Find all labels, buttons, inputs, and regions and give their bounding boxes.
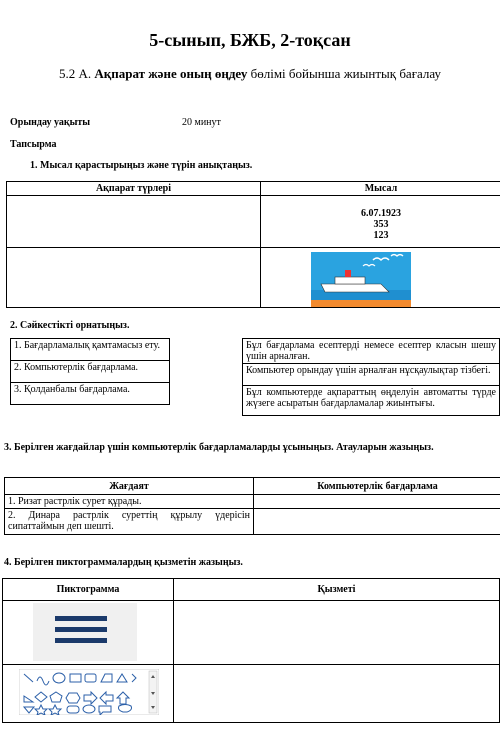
task1-heading: 1. Мысал қарастырыңыз және түрін анықтаңыз. [30, 160, 253, 171]
time-label: Орындау уақыты [10, 117, 91, 128]
term-3: 3. Қолданбалы бағдарлама. [11, 383, 170, 405]
program-answer-1[interactable] [254, 495, 500, 509]
subtitle-bold: Ақпарат және оның өңдеу [94, 66, 248, 81]
icon-cell-1 [3, 601, 174, 665]
definition-3: Бұл компьютерде ақпараттың өңделуін автоматты түрде жүзеге асыратын бағдарламалар жиынтығы. [243, 386, 500, 416]
task2-left-table [10, 338, 170, 405]
icon-cell-2 [3, 665, 174, 723]
task1-answer-cell-2[interactable] [7, 248, 261, 308]
time-value: 20 минут [182, 117, 221, 128]
task3-col-program: Компьютерлік бағдарлама [254, 478, 500, 495]
task4-col-function: Қызметі [174, 579, 500, 601]
task4-col-icon: Пиктограмма [3, 579, 174, 601]
subtitle-rest: бөлімі бойынша жиынтық бағалау [250, 66, 442, 81]
task1-table [6, 181, 500, 308]
task4-heading: 4. Берілген пиктограммалардың қызметін жазыңыз. [4, 557, 243, 568]
task2-right-table [242, 338, 500, 416]
task4-table [2, 578, 500, 723]
situation-1: 1. Ризат растрлік сурет құрады. [5, 495, 254, 509]
subtitle-prefix: 5.2 А. [58, 66, 92, 81]
definition-2: Компьютер орындау үшін арналған нұсқаулықтар тізбегі. [243, 364, 500, 386]
example-number-2: 123 [373, 230, 389, 241]
icon-function-answer-2[interactable] [174, 665, 500, 723]
example-number-1: 353 [373, 219, 389, 230]
task1-col-example: Мысал [261, 182, 500, 196]
ship-picture [311, 252, 411, 307]
task2-heading: 2. Сәйкестікті орнатыңыз. [10, 320, 130, 331]
definition-1: Бұл бағдарлама есептерді немесе есептер класын шешу үшін арналған. [243, 339, 500, 364]
shapes-palette-icon [19, 669, 159, 715]
task-heading: Тапсырма [10, 139, 57, 150]
situation-2: 2. Динара растрлік суреттің құрылу үдерісін сипаттаймын деп шешті. [5, 509, 254, 535]
task3-col-situation: Жағдаят [5, 478, 254, 495]
program-answer-2[interactable] [254, 509, 500, 535]
page-title: 5-сынып, БЖБ, 2-тоқсан [149, 30, 351, 50]
align-lines-icon [33, 603, 137, 661]
icon-function-answer-1[interactable] [174, 601, 500, 665]
term-1: 1. Бағдарламалық қамтамасыз ету. [11, 339, 170, 361]
page-subtitle [0, 66, 500, 82]
task3-heading: 3. Берілген жағдайлар үшін компьютерлік бағдарламаларды ұсыныңыз. Атауларын жазыңыз. [4, 442, 434, 453]
task1-col-type: Ақпарат түрлері [7, 182, 261, 196]
task3-table [4, 477, 500, 535]
task1-example-numbers [261, 196, 500, 248]
term-2: 2. Компьютерлік бағдарлама. [11, 361, 170, 383]
task1-answer-cell-1[interactable] [7, 196, 261, 248]
example-date: 6.07.1923 [361, 208, 401, 219]
task1-example-image-cell [261, 248, 500, 308]
